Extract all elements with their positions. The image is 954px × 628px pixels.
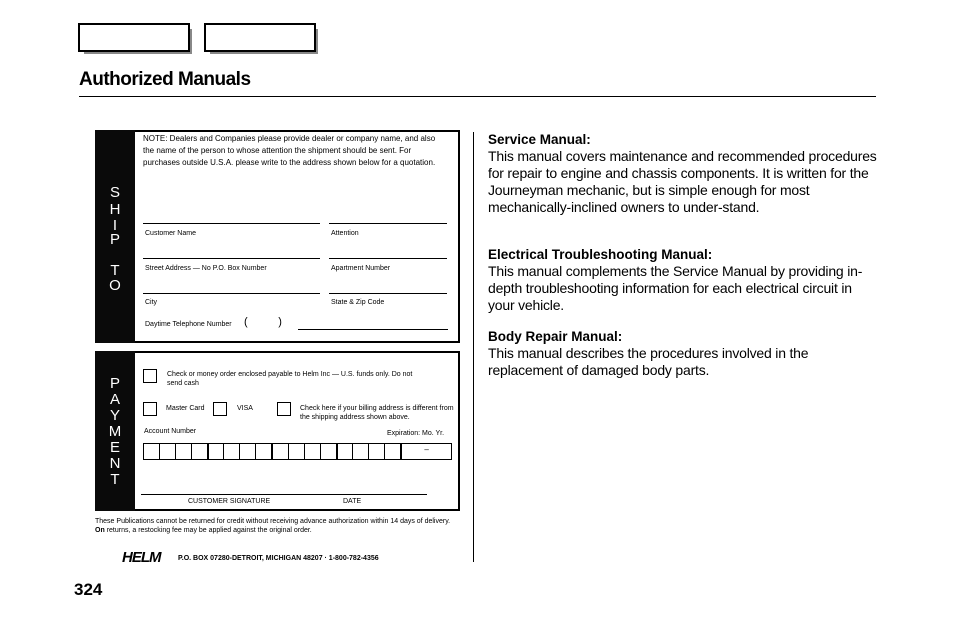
nav-button-right[interactable]: [204, 23, 316, 52]
ship-to-letter: T: [110, 262, 120, 279]
ship-to-band: [95, 130, 135, 343]
date-label: DATE: [343, 498, 362, 505]
dealer-note: NOTE: Dealers and Companies please provide dealer or company name, and also the name of the person to whose attention the shipment should be sent. For purchases outside U.S.A. please write to the address shown below for a quotation.: [143, 134, 436, 167]
service-manual-heading: Service Manual:: [488, 132, 591, 147]
check-money-order-label: Check or money order enclosed payable to Helm Inc — U.S. funds only. Do not send cash: [167, 371, 413, 387]
visa-checkbox[interactable]: [213, 402, 227, 416]
city-label: City: [145, 299, 158, 306]
body-repair-manual-text: This manual describes the procedures involved in the replacement of damaged body parts.: [488, 345, 809, 378]
page-title: Authorized Manuals: [79, 69, 251, 90]
payment-letter: A: [109, 391, 120, 408]
check-money-order-checkbox[interactable]: [143, 369, 157, 383]
state-zip-line: [329, 293, 447, 294]
mastercard-label: Master Card: [166, 405, 205, 412]
account-number-label: Account Number: [144, 428, 197, 435]
daytime-phone-label: Daytime Telephone Number: [145, 321, 232, 328]
ship-to-letter: O: [109, 277, 121, 294]
body-repair-manual-block: [488, 328, 878, 379]
city-line: [143, 293, 320, 294]
apartment-line: [329, 258, 447, 259]
electrical-manual-heading: Electrical Troubleshooting Manual:: [488, 247, 713, 262]
ship-to-letter: P: [109, 231, 120, 248]
column-divider: [473, 132, 474, 562]
visa-label: VISA: [237, 405, 253, 412]
page-number: 324: [74, 580, 103, 599]
street-address-line: [143, 258, 320, 259]
ship-to-letter: H: [109, 201, 121, 218]
service-manual-text: This manual covers maintenance and recommended procedures for repair to engine and chassis components. It is written for the Journeyman mechanic, but is simple enough for most mechanically-inclined owners to under-stand.: [488, 148, 877, 215]
nav-button-left[interactable]: [78, 23, 190, 52]
apartment-number-label: Apartment Number: [331, 265, 391, 272]
service-manual-block: [488, 131, 878, 216]
attention-line: [329, 223, 447, 224]
payment-letter: E: [109, 439, 120, 456]
payment-letter: Y: [109, 407, 120, 424]
street-address-label: Street Address — No P.O. Box Number: [145, 265, 267, 272]
payment-letter: T: [110, 471, 120, 488]
mastercard-checkbox[interactable]: [143, 402, 157, 416]
payment-letter: N: [109, 455, 121, 472]
helm-logo: HELM: [122, 549, 161, 566]
phone-area-code-parens: ( ): [244, 316, 282, 328]
state-zip-label: State & Zip Code: [331, 299, 385, 306]
ship-to-letter: S: [109, 184, 120, 201]
electrical-manual-block: [488, 246, 878, 314]
helm-address: P.O. BOX 07280-DETROIT, MICHIGAN 48207 · 1-800-782-4356: [178, 555, 379, 562]
expiration-label: Expiration: Mo. Yr.: [387, 430, 445, 437]
payment-letter: P: [109, 375, 120, 392]
ship-to-letter: I: [112, 217, 118, 234]
title-divider: [79, 96, 876, 97]
account-number-boxes[interactable]: [143, 443, 452, 460]
billing-address-label: Check here if your billing address is different from the shipping address shown above.: [300, 405, 454, 421]
expiration-dash: –: [424, 445, 429, 454]
electrical-manual-text: This manual complements the Service Manual by providing in-depth troubleshooting information for each electrical circuit in your vehicle.: [488, 263, 863, 313]
customer-signature-label: CUSTOMER SIGNATURE: [188, 498, 271, 505]
body-repair-manual-heading: Body Repair Manual:: [488, 329, 623, 344]
customer-name-label: Customer Name: [145, 230, 196, 237]
payment-letter: M: [108, 423, 122, 440]
billing-address-checkbox[interactable]: [277, 402, 291, 416]
phone-line: [298, 329, 448, 330]
signature-line: [141, 494, 427, 495]
payment-band: [95, 351, 135, 511]
customer-name-line: [143, 223, 320, 224]
attention-label: Attention: [331, 230, 359, 237]
return-policy-note: These Publications cannot be returned for credit without receiving advance authorization within 14 days of delivery. On returns, a restocking fee may be applied against the original order.: [95, 518, 451, 534]
